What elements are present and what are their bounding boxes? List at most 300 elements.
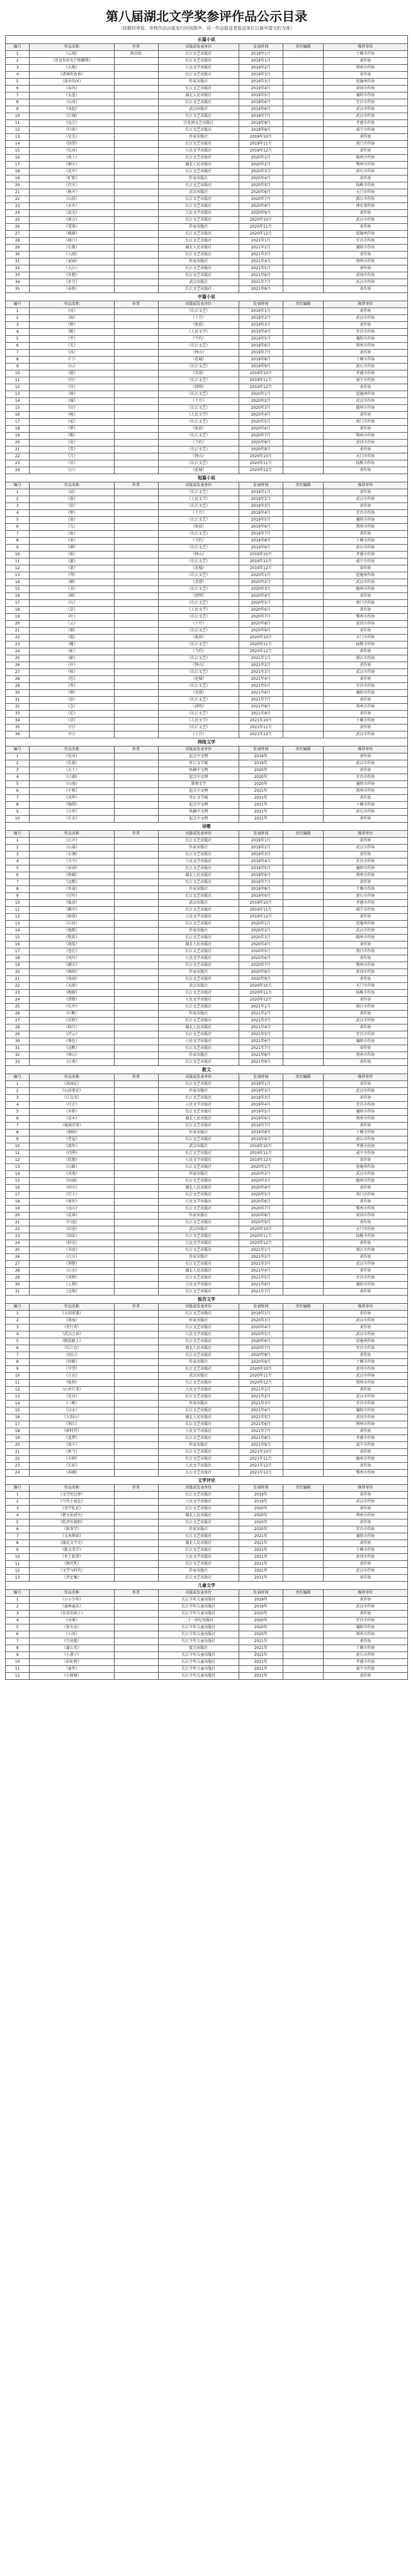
cell-title: 《河流》 [30, 1171, 114, 1178]
table-row [6, 552, 408, 558]
cell-publisher: 长江文艺出版社 [158, 1136, 239, 1143]
table-row [6, 155, 408, 162]
cell-publisher: 《钟山》 [158, 453, 239, 460]
table-row [6, 1123, 408, 1130]
column-header-editor: 责任编辑 [283, 301, 323, 308]
cell-author [114, 1624, 158, 1631]
cell-publisher: 人民文学出版社 [158, 148, 239, 155]
cell-author [114, 718, 158, 724]
cell-publisher: 武汉出版社 [158, 106, 239, 113]
cell-number: 22 [6, 1456, 30, 1463]
cell-author [114, 1130, 158, 1136]
cell-author [114, 648, 158, 655]
cell-date: 2019年9月 [239, 127, 283, 134]
cell-recommender: 武汉市作协 [323, 1318, 407, 1324]
cell-author [114, 1533, 158, 1540]
table-row [6, 1282, 408, 1289]
cell-number: 26 [6, 1254, 30, 1261]
cell-editor [283, 1192, 323, 1199]
cell-date: 2019年5月 [239, 92, 283, 99]
cell-author [114, 252, 158, 258]
table-row [6, 1164, 408, 1171]
cell-number: 18 [6, 1428, 30, 1435]
cell-title: 《夜航》 [30, 941, 114, 948]
cell-date: 2021年4月 [239, 1024, 283, 1031]
table-row [6, 1526, 408, 1533]
cell-editor [283, 51, 323, 58]
cell-publisher: 《长江文艺》 [158, 558, 239, 565]
table-row [6, 907, 408, 914]
cell-date: 2019年9月 [239, 364, 283, 370]
cell-date: 2019年10月 [239, 900, 283, 907]
cell-editor [283, 1171, 323, 1178]
cell-author [114, 357, 158, 364]
cell-date: 2020年3月 [239, 405, 283, 412]
cell-number: 22 [6, 635, 30, 641]
table-row [6, 1338, 408, 1345]
cell-publisher: 长江文艺出版社 [158, 1031, 239, 1038]
cell-date: 2020年2月 [239, 579, 283, 586]
column-header-number: 编号 [6, 747, 30, 753]
cell-number: 6 [6, 1631, 30, 1638]
cell-number: 27 [6, 1018, 30, 1024]
cell-publisher: 作家出版社 [158, 258, 239, 265]
table-row [6, 496, 408, 503]
cell-author [114, 1659, 158, 1666]
cell-publisher: 《清明》 [158, 704, 239, 711]
cell-recommender: 恩施州作协 [323, 79, 407, 86]
cell-number: 7 [6, 1533, 30, 1540]
table-row [6, 1116, 408, 1123]
cell-date: 2021年8月 [239, 1435, 283, 1442]
cell-publisher: 武汉出版社 [158, 983, 239, 990]
cell-title: 《山水》 [30, 1268, 114, 1275]
cell-editor [283, 893, 323, 900]
cell-publisher: 湖北人民出版社 [158, 872, 239, 879]
cell-publisher: 《芙蓉》 [158, 579, 239, 586]
cell-editor [283, 1442, 323, 1449]
cell-date: 2019年10月 [239, 134, 283, 141]
cell-publisher: 长江文艺出版社 [158, 169, 239, 175]
cell-number: 6 [6, 86, 30, 92]
cell-author [114, 1611, 158, 1618]
cell-publisher: 作家出版社 [158, 845, 239, 852]
cell-publisher: 长江文艺出版社 [158, 113, 239, 120]
cell-date: 2021年3月 [239, 1261, 283, 1268]
section-header-row [6, 738, 408, 747]
column-header-author: 作者 [114, 1485, 158, 1492]
cell-author [114, 1261, 158, 1268]
cell-number: 12 [6, 1157, 30, 1164]
table-row [6, 517, 408, 524]
cell-title: 《岸》 [30, 384, 114, 391]
table-row [6, 148, 408, 155]
cell-author [114, 1116, 158, 1123]
cell-title: 《远歌》 [30, 879, 114, 886]
cell-author [114, 1540, 158, 1547]
cell-number: 34 [6, 279, 30, 286]
cell-editor [283, 1631, 323, 1638]
cell-recommender: 省作协 [323, 1268, 407, 1275]
cell-author [114, 258, 158, 265]
cell-date: 2021年 [239, 809, 283, 816]
cell-editor [283, 781, 323, 788]
cell-title: 《霜》 [30, 635, 114, 641]
column-header-recommender: 推荐单位 [323, 831, 407, 838]
cell-publisher: 二十一世纪出版社 [158, 1618, 239, 1624]
cell-recommender: 省作协 [323, 753, 407, 760]
cell-publisher: 武汉出版社 [158, 1143, 239, 1150]
cell-recommender: 省作协 [323, 58, 407, 65]
column-header-date: 发表时间 [239, 301, 283, 308]
cell-recommender: 省作协 [323, 941, 407, 948]
cell-author [114, 1240, 158, 1247]
cell-publisher: 长江文艺出版社 [158, 1394, 239, 1401]
cell-author [114, 558, 158, 565]
cell-title: 《锦绣》 [30, 802, 114, 809]
cell-recommender: 十堰市作协 [323, 802, 407, 809]
cell-publisher: 长江文艺出版社 [158, 1492, 239, 1499]
cell-author [114, 1004, 158, 1011]
cell-publisher: 作家出版社 [158, 969, 239, 976]
cell-title: 《信》 [30, 503, 114, 510]
table-row [6, 252, 408, 258]
cell-editor [283, 858, 323, 865]
cell-title: 《人物》 [30, 1282, 114, 1289]
cell-title: 《荆江》 [30, 1421, 114, 1428]
cell-publisher: 作家出版社 [158, 224, 239, 231]
cell-number: 5 [6, 336, 30, 343]
cell-title: 《湖北文学史》 [30, 1540, 114, 1547]
cell-publisher: 作家出版社 [158, 1011, 239, 1018]
cell-editor [283, 1380, 323, 1387]
cell-number: 3 [6, 65, 30, 72]
cell-date: 2019年3月 [239, 72, 283, 79]
cell-publisher: 晋江文学城 [158, 760, 239, 767]
table-row [6, 1059, 408, 1066]
cell-date: 2019年6月 [239, 524, 283, 531]
cell-title: 《田》 [30, 405, 114, 412]
cell-title: 《脱贫路上》 [30, 1338, 114, 1345]
cell-publisher: 人民文学出版社 [158, 65, 239, 72]
cell-publisher: 长江文艺出版社 [158, 1004, 239, 1011]
table-row [6, 169, 408, 175]
cell-recommender: 荆州市作协 [323, 1380, 407, 1387]
cell-recommender: 省作协 [323, 1352, 407, 1359]
column-header-publisher: 出版或发表单位 [158, 44, 239, 51]
table-row [6, 809, 408, 816]
cell-title: 《归帆》 [30, 1011, 114, 1018]
cell-number: 28 [6, 1268, 30, 1275]
cell-publisher: 人民文学出版社 [158, 1038, 239, 1045]
cell-publisher: 长江文艺出版社 [158, 1206, 239, 1213]
table-row [6, 767, 408, 774]
cell-recommender: 武汉市作协 [323, 217, 407, 224]
cell-number: 10 [6, 1554, 30, 1561]
cell-title: 《乡愁》 [30, 272, 114, 279]
cell-editor [283, 92, 323, 99]
cell-title: 《虹》 [30, 648, 114, 655]
cell-publisher: 《长江文艺》 [158, 460, 239, 467]
cell-author [114, 447, 158, 453]
cell-publisher: 《长江文艺》 [158, 572, 239, 579]
cell-publisher: 《长江文艺》 [158, 503, 239, 510]
cell-publisher: 起点中文网 [158, 816, 239, 823]
cell-author [114, 1045, 158, 1052]
cell-date: 2019年12月 [239, 1157, 283, 1164]
table-row [6, 1331, 408, 1338]
cell-editor [283, 1373, 323, 1380]
table-row [6, 593, 408, 600]
cell-editor [283, 1506, 323, 1513]
cell-publisher: 长江文艺出版社 [158, 935, 239, 941]
column-header-editor: 责任编辑 [283, 1590, 323, 1597]
cell-editor [283, 169, 323, 175]
cell-number: 22 [6, 1226, 30, 1233]
cell-date: 2021年 [239, 1645, 283, 1652]
cell-number: 2 [6, 315, 30, 322]
cell-date: 2020年7月 [239, 614, 283, 621]
cell-number: 4 [6, 858, 30, 865]
cell-recommender: 仙桃市作协 [323, 182, 407, 189]
cell-number: 28 [6, 676, 30, 683]
cell-title: 《晓月》 [30, 1024, 114, 1031]
cell-title: 《光谷》 [30, 1394, 114, 1401]
cell-date: 2019年7月 [239, 879, 283, 886]
cell-editor [283, 731, 323, 738]
column-header-editor: 责任编辑 [283, 482, 323, 489]
cell-recommender: 仙桃市作协 [323, 990, 407, 997]
table-row [6, 1199, 408, 1206]
cell-recommender: 荆州市作协 [323, 524, 407, 531]
cell-publisher: 长江文艺出版社 [158, 127, 239, 134]
cell-editor [283, 774, 323, 781]
column-header-publisher: 出版或发表单位 [158, 301, 239, 308]
cell-number: 29 [6, 1275, 30, 1282]
cell-editor [283, 419, 323, 426]
cell-author [114, 893, 158, 900]
cell-recommender: 荆州市作协 [323, 1421, 407, 1428]
table-row [6, 51, 408, 58]
cell-date: 2021年4月 [239, 1268, 283, 1275]
cell-editor [283, 641, 323, 648]
cell-number: 23 [6, 641, 30, 648]
column-header-author: 作者 [114, 482, 158, 489]
cell-number: 35 [6, 286, 30, 293]
cell-author [114, 565, 158, 572]
cell-date: 2021年5月 [239, 265, 283, 272]
cell-author [114, 1366, 158, 1373]
table-row [6, 683, 408, 690]
cell-number: 26 [6, 662, 30, 669]
cell-author [114, 586, 158, 593]
cell-date: 2020年6月 [239, 1199, 283, 1206]
cell-recommender: 襄阳市作协 [323, 690, 407, 697]
cell-author [114, 141, 158, 148]
cell-number: 5 [6, 517, 30, 524]
cell-date: 2020年12月 [239, 467, 283, 474]
cell-publisher: 《收获》 [158, 524, 239, 531]
cell-recommender: 省作协 [323, 1611, 407, 1618]
cell-editor [283, 1143, 323, 1150]
cell-date: 2019年8月 [239, 1130, 283, 1136]
column-header-row [6, 1304, 408, 1311]
cell-publisher: 长江文艺出版社 [158, 1150, 239, 1157]
cell-recommender: 孝感市作协 [323, 1143, 407, 1150]
cell-recommender: 省作协 [323, 1240, 407, 1247]
table-row [6, 1618, 408, 1624]
cell-editor [283, 1449, 323, 1456]
cell-editor [283, 1011, 323, 1018]
cell-recommender: 荆州市作协 [323, 258, 407, 265]
cell-author [114, 1206, 158, 1213]
cell-author [114, 169, 158, 175]
column-header-row [6, 747, 408, 753]
column-header-publisher: 出版或发表单位 [158, 1590, 239, 1597]
cell-author [114, 398, 158, 405]
cell-date: 2020年9月 [239, 447, 283, 453]
cell-title: 《长江边》 [30, 1345, 114, 1352]
cell-number: 34 [6, 718, 30, 724]
cell-publisher: 作家出版社 [158, 1359, 239, 1366]
cell-title: 《新时代》 [30, 1428, 114, 1435]
cell-publisher: 人民文学出版社 [158, 1554, 239, 1561]
cell-publisher: 长江文艺出版社 [158, 879, 239, 886]
cell-publisher: 人民文学出版社 [158, 1282, 239, 1289]
cell-title: 《苍茫》 [30, 948, 114, 955]
cell-publisher: 长江文艺出版社 [158, 1449, 239, 1456]
table-row [6, 106, 408, 113]
cell-publisher: 长江文艺出版社 [158, 921, 239, 928]
cell-date: 2021年 [239, 802, 283, 809]
cell-editor [283, 948, 323, 955]
cell-title: 《山》 [30, 364, 114, 370]
cell-publisher: 长江文艺出版社 [158, 1519, 239, 1526]
cell-author [114, 676, 158, 683]
cell-title: 《批评的视野》 [30, 1519, 114, 1526]
table-row [6, 1143, 408, 1150]
cell-number: 9 [6, 364, 30, 370]
cell-date: 2020年10月 [239, 1226, 283, 1233]
cell-publisher: 长江文艺出版社 [158, 976, 239, 983]
cell-author [114, 238, 158, 245]
cell-editor [283, 1499, 323, 1506]
cell-date: 2020年 [239, 767, 283, 774]
cell-date: 2020年9月 [239, 1219, 283, 1226]
cell-recommender: 潜江市作协 [323, 1247, 407, 1254]
cell-editor [283, 1526, 323, 1533]
cell-editor [283, 907, 323, 914]
cell-number: 7 [6, 795, 30, 802]
cell-author [114, 322, 158, 329]
cell-recommender: 省作协 [323, 1561, 407, 1568]
cell-author [114, 724, 158, 731]
cell-publisher: 长江文艺出版社 [158, 1506, 239, 1513]
cell-editor [283, 697, 323, 704]
section-header-row [6, 823, 408, 831]
cell-publisher: 长江文艺出版社 [158, 1018, 239, 1024]
table-row [6, 72, 408, 79]
cell-title: 《行》 [30, 724, 114, 731]
cell-publisher: 长江文艺出版社 [158, 1366, 239, 1373]
page-subtitle: （按题材申报、审核作品出版发行时间排序，同一作品报送者报送单位以最早提交的为准） [118, 26, 295, 31]
cell-publisher: 长江少年儿童出版社 [158, 1624, 239, 1631]
cell-date: 2020年6月 [239, 1338, 283, 1345]
cell-publisher: 作家出版社 [158, 886, 239, 893]
cell-number: 8 [6, 1645, 30, 1652]
cell-number: 25 [6, 217, 30, 224]
cell-publisher: 长江文艺出版社 [158, 58, 239, 65]
column-header-row [6, 44, 408, 51]
cell-recommender: 省作协 [323, 1324, 407, 1331]
cell-title: 《散文美学》 [30, 1547, 114, 1554]
table-row [6, 1095, 408, 1102]
cell-author [114, 433, 158, 440]
cell-title: 《彩虹桥》 [30, 1659, 114, 1666]
cell-editor [283, 1261, 323, 1268]
cell-date: 2021年 [239, 1673, 283, 1680]
cell-number: 33 [6, 711, 30, 718]
table-row [6, 1387, 408, 1394]
cell-title: 《雨》 [30, 315, 114, 322]
table-row [6, 852, 408, 858]
cell-publisher: 《花城》 [158, 565, 239, 572]
cell-number: 29 [6, 1031, 30, 1038]
cell-date: 2020年10月 [239, 453, 283, 460]
cell-editor [283, 329, 323, 336]
cell-date: 2020年6月 [239, 607, 283, 614]
cell-date: 2021年 [239, 1659, 283, 1666]
table-row [6, 1088, 408, 1095]
cell-recommender: 襄阳市作协 [323, 1282, 407, 1289]
cell-date: 2019年11月 [239, 1150, 283, 1157]
cell-publisher: 长江文艺出版社 [158, 203, 239, 210]
column-header-recommender: 推荐单位 [323, 1485, 407, 1492]
cell-number: 6 [6, 788, 30, 795]
cell-editor [283, 865, 323, 872]
cell-date: 2021年6月 [239, 1421, 283, 1428]
cell-publisher: 湖北人民出版社 [158, 941, 239, 948]
cell-recommender: 宜昌市作协 [323, 510, 407, 517]
table-row [6, 1004, 408, 1011]
cell-recommender: 孝感市作协 [323, 370, 407, 377]
column-header-publisher: 出版或发表单位 [158, 747, 239, 753]
cell-date: 2020年7月 [239, 1345, 283, 1352]
cell-author [114, 976, 158, 983]
cell-author [114, 683, 158, 690]
cell-date: 2019年10月 [239, 370, 283, 377]
cell-title: 《茶》 [30, 538, 114, 545]
section-title: 诗歌 [6, 823, 408, 831]
cell-author [114, 1604, 158, 1611]
cell-editor [283, 231, 323, 238]
cell-editor [283, 1673, 323, 1680]
cell-editor [283, 489, 323, 496]
cell-recommender: 黄冈市作协 [323, 1366, 407, 1373]
cell-publisher: 《当代》 [158, 440, 239, 447]
cell-date: 2021年7月 [239, 697, 283, 704]
cell-publisher: 《收获》 [158, 322, 239, 329]
cell-title: 《萤火虫》 [30, 1624, 114, 1631]
cell-title: 《山乡巨变》 [30, 1387, 114, 1394]
cell-recommender: 黄石市作协 [323, 545, 407, 552]
cell-title: 《边地》 [30, 1289, 114, 1296]
cell-editor [283, 1157, 323, 1164]
cell-recommender: 襄阳市作协 [323, 517, 407, 524]
cell-date: 2020年11月 [239, 641, 283, 648]
column-header-title: 作品名称 [30, 301, 114, 308]
cell-recommender: 宜昌市作协 [323, 858, 407, 865]
